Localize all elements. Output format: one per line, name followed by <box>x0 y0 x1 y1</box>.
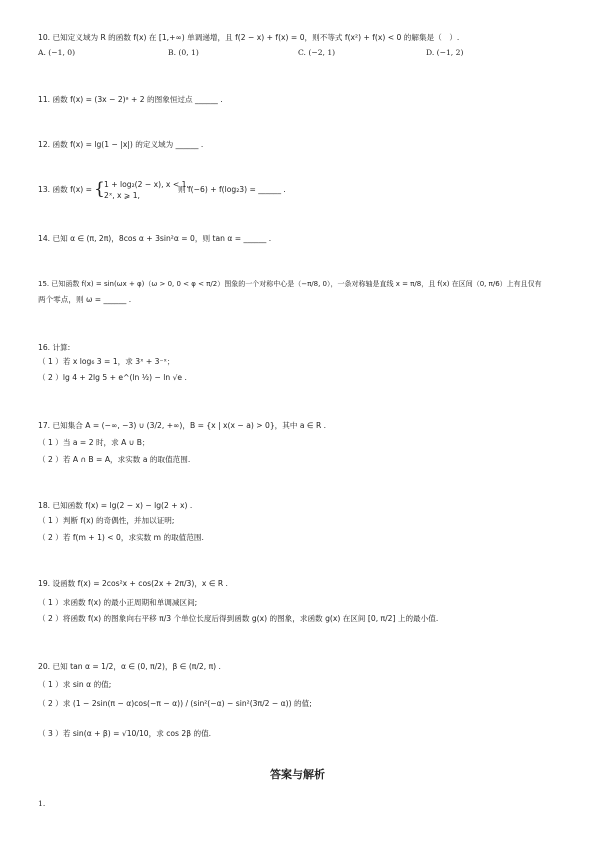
answer-item-1: 1. <box>38 799 46 808</box>
q13-tail: 则 f(−6) + f(log₂3) = ______ . <box>178 185 286 194</box>
q20-part-1: （ 1 ）求 sin α 的值; <box>38 680 112 689</box>
q17-part-2: （ 2 ）若 A ∩ B = A，求实数 a 的取值范围. <box>38 455 191 464</box>
q17-part-1: （ 1 ）当 a = 2 时，求 A ∪ B； <box>38 438 150 447</box>
q10-option-c: C. (−2, 1) <box>298 48 336 57</box>
q13-case-2: 2ˣ, x ⩾ 1, <box>104 191 140 200</box>
q13-lead: 13. 函数 f(x) = <box>38 185 92 194</box>
q15-line-1: 15. 已知函数 f(x) = sin(ωx + φ)（ω > 0, 0 < φ < π/2）图象的一个对称中心是（−π/8, 0），一条对称轴是直线 x = π/8，且 f(x) 在区间（0, π/6）上有且仅有 <box>38 280 542 288</box>
q12-stem: 12. 函数 f(x) = lg(1 − |x|) 的定义域为 ______ . <box>38 140 204 149</box>
q18-part-1: （ 1 ）判断 f(x) 的奇偶性，并加以证明; <box>38 516 175 525</box>
q15-line-2: 两个零点，则 ω = ______ . <box>38 295 132 304</box>
q20-part-3: （ 3 ）若 sin(α + β) = √10/10，求 cos 2β 的值. <box>38 729 212 738</box>
q10-option-a: A. (−1, 0) <box>38 48 76 57</box>
q10-option-b: B. (0, 1) <box>168 48 199 57</box>
q19-part-2: （ 2 ）将函数 f(x) 的图象向右平移 π/3 个单位长度后得到函数 g(x) 的图象，求函数 g(x) 在区间 [0, π/2] 上的最小值. <box>38 614 439 623</box>
q16-part-1: （ 1 ）若 x log₆ 3 = 1，求 3ˣ + 3⁻ˣ； <box>38 357 175 366</box>
q20-stem: 20. 已知 tan α = 1/2，α ∈ (0, π/2)，β ∈ (π/2, π) . <box>38 662 221 671</box>
q18-stem: 18. 已知函数 f(x) = lg(2 − x) − lg(2 + x) . <box>38 501 193 510</box>
q11-stem: 11. 函数 f(x) = (3x − 2)ᵃ + 2 的图象恒过点 ______ . <box>38 95 223 104</box>
q18-part-2: （ 2 ）若 f(m + 1) < 0，求实数 m 的取值范围. <box>38 533 204 542</box>
q16-stem: 16. 计算: <box>38 343 71 352</box>
q20-part-2: （ 2 ）求 (1 − 2sin(π − α)cos(−π − α)) / (sin²(−α) − sin²(3π/2 − α)) 的值; <box>38 699 312 708</box>
q17-stem: 17. 已知集合 A = (−∞, −3) ∪ (3/2, +∞)，B = {x | x(x − a) > 0}，其中 a ∈ R . <box>38 421 327 430</box>
q10-option-d: D. (−1, 2) <box>426 48 464 57</box>
q13-brace: { <box>94 179 105 199</box>
q19-stem: 19. 设函数 f(x) = 2cos²x + cos(2x + 2π/3)，x ∈ R . <box>38 579 228 588</box>
answer-heading: 答案与解析 <box>270 768 325 781</box>
q14-stem: 14. 已知 α ∈ (π, 2π)，8cos α + 3sin²α = 0，则 tan α = ______ . <box>38 234 272 243</box>
q16-part-2: （ 2 ）lg 4 + 2lg 5 + e^(ln ½) − ln √e . <box>38 373 187 382</box>
q19-part-1: （ 1 ）求函数 f(x) 的最小正周期和单调减区间; <box>38 598 198 607</box>
q10-stem: 10. 已知定义域为 R 的函数 f(x) 在 [1,+∞) 单调递增，且 f(2 − x) + f(x) = 0，则不等式 f(x²) + f(x) < 0 的解集是（ ）. <box>38 33 460 42</box>
q13-case-1: 1 + log₂(2 − x), x < 1, <box>104 180 189 189</box>
